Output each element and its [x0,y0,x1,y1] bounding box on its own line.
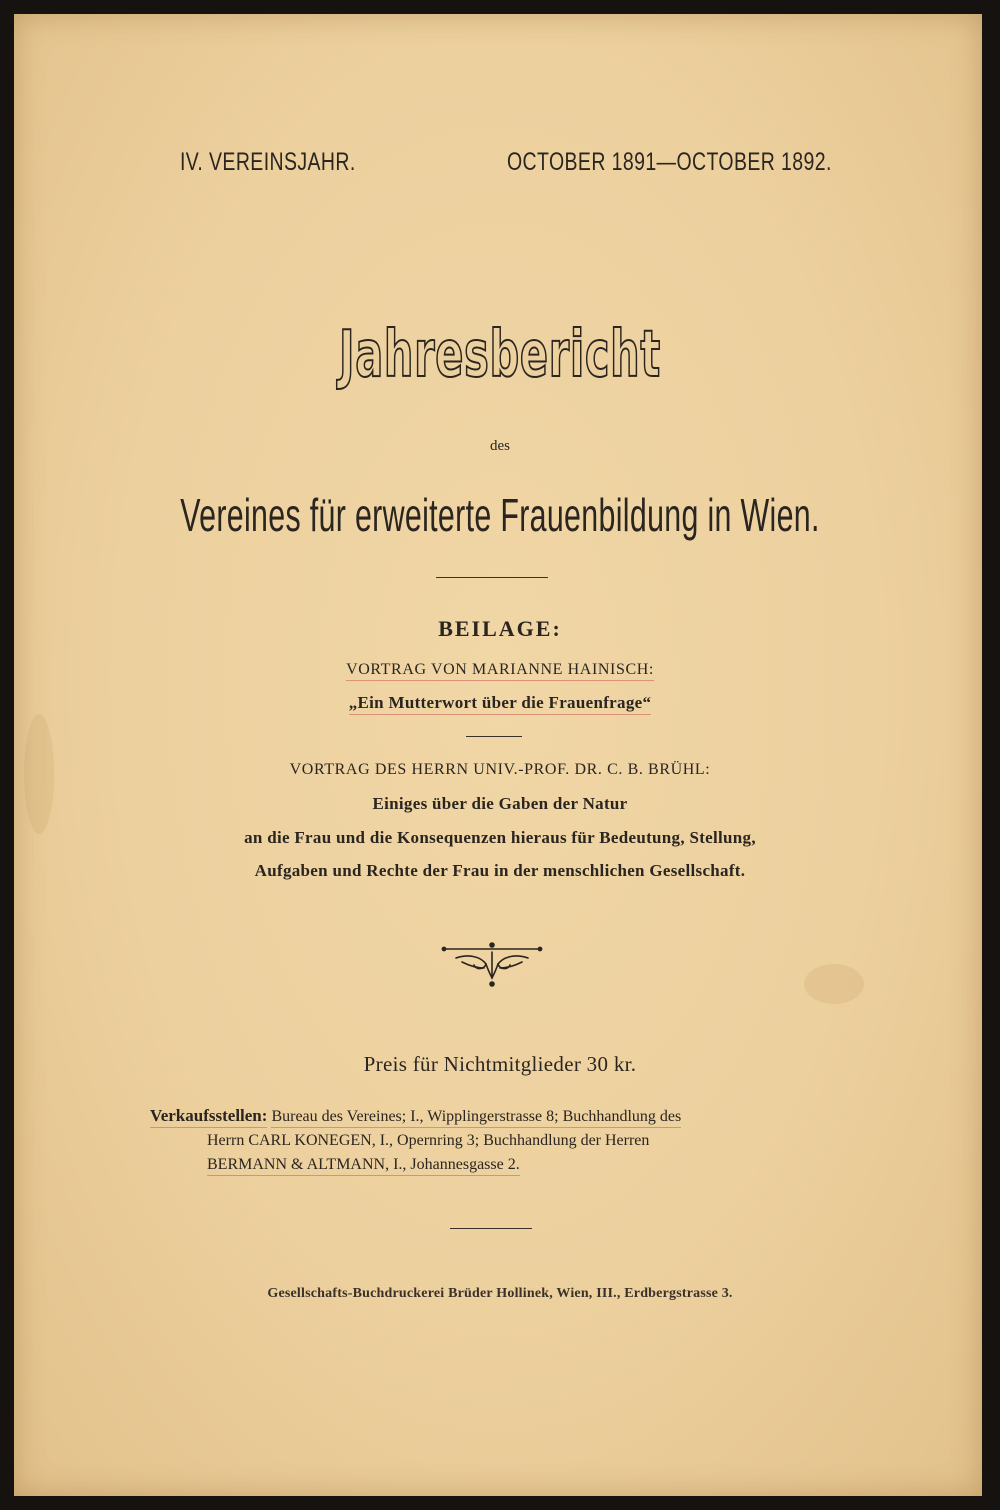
sales-line2: Herrn CARL KONEGEN, I., Opernring 3; Buchhandlung der Herren [207,1132,650,1149]
sales-line3-text: BERMANN & ALTMANN, I., Johannesgasse 2. [207,1156,520,1176]
lecture1-heading-text: VORTRAG VON MARIANNE HAINISCH: [346,661,654,681]
sales-line1 [150,1104,835,1129]
supplement-heading: BEILAGE: [438,616,562,641]
divider-rule [436,577,548,578]
lecture2-title-line3: Aufgaben und Rechte der Frau in der menschlichen Gesellschaft. [254,861,746,880]
price-note: Preis für Nichtmitglieder 30 kr. [363,1052,637,1076]
stain [804,964,864,1004]
lecture2-title-line1: Einiges über die Gaben der Natur [372,794,628,813]
lecture1-title [0,693,1000,713]
fleuron-ornament-icon [440,940,544,988]
sales-line3 [150,1153,835,1177]
printer-imprint: Gesellschafts-Buchdruckerei Brüder Hollinek, Wien, III., Erdbergstrasse 3. [267,1286,733,1301]
sales-line1-text: Bureau des Vereines; I., Wipplingerstrasse 8; Buchhandlung des [271,1108,681,1128]
lecture2-heading: VORTRAG DES HERRN UNIV.-PROF. DR. C. B. BRÜHL: [289,761,711,778]
year-label: IV. VEREINSJAHR. [180,148,356,176]
date-range: OCTOBER 1891—OCTOBER 1892. [507,148,832,176]
subtitle-connector: des [490,438,510,454]
lecture1-title-text: „Ein Mutterwort über die Frauenfrage“ [349,693,652,715]
divider-rule-bottom [450,1228,532,1229]
lecture2-title-line2: an die Frau und die Konsequenzen hieraus für Bedeutung, Stellung, [244,828,756,847]
society-name: Vereines für erweiterte Frauenbildung in Wien. [180,489,820,541]
page-title: Jahresbericht [339,318,661,392]
sales-label: Verkaufsstellen: [150,1106,267,1128]
cover-page [14,14,982,1496]
lecture1-heading [0,661,1000,679]
divider-rule-short [466,736,522,737]
sales-points [150,1104,835,1177]
